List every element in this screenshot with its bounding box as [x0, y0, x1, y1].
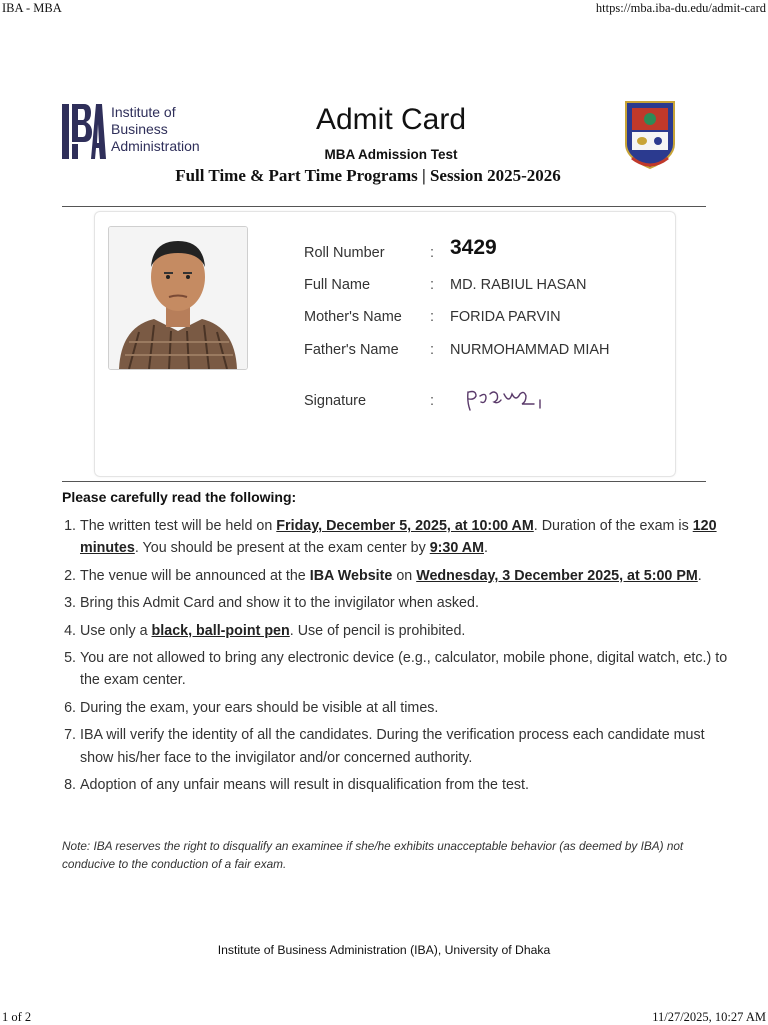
print-page-number: 1 of 2 [2, 1010, 32, 1024]
list-item: 3. Bring this Admit Card and show it to the invigilator when asked. [80, 592, 732, 614]
list-item: 4. Use only a black, ball-point pen. Use of pencil is prohibited. [80, 620, 732, 642]
full-name-colon: : [430, 277, 435, 293]
candidate-photo [108, 226, 248, 370]
father-name-value: NURMOHAMMAD MIAH [450, 342, 610, 358]
exam-datetime: Friday, December 5, 2025, at 10:00 AM [276, 518, 534, 534]
page-title: Admit Card [315, 103, 467, 136]
print-header-url: https://mba.iba-du.edu/admit-card [595, 1, 766, 15]
list-item: 2. The venue will be announced at the IBA Website on Wednesday, 3 December 2025, at 5:00 PM. [80, 565, 732, 587]
instructions-heading: Please carefully read the following: [62, 489, 297, 505]
venue-announcement-date: Wednesday, 3 December 2025, at 5:00 PM [416, 567, 698, 584]
list-item: 6. During the exam, your ears should be visible at all times. [80, 697, 732, 719]
page-subtitle: MBA Admission Test [324, 147, 458, 162]
signature-colon: : [430, 393, 435, 409]
signature-label: Signature [304, 393, 367, 409]
mother-name-value: FORIDA PARVIN [450, 309, 561, 325]
instructions-list [62, 515, 732, 801]
logo-line-1: Institute of [111, 104, 176, 120]
candidate-photo-icon [109, 227, 247, 369]
print-timestamp: 11/27/2025, 10:27 AM [652, 1010, 766, 1024]
mother-name-colon: : [430, 309, 435, 325]
exam-duration: 120 minutes [80, 518, 717, 557]
list-item: 8. Adoption of any unfair means will result in disqualification from the test. [80, 774, 732, 796]
signature-image [464, 386, 544, 414]
list-item: 5. You are not allowed to bring any electronic device (e.g., calculator, mobile phone, digital watch, etc.) to the exam center. [80, 647, 732, 692]
print-header-title: IBA - MBA [2, 1, 62, 15]
university-seal-icon [622, 100, 678, 172]
father-name-label: Father's Name [304, 342, 399, 358]
list-item: 1. The written test will be held on Friday, December 5, 2025, at 10:00 AM. Duration of the exam is 120 minutes. You should be present at the exam center by 9:30 AM. [80, 515, 732, 560]
roll-number-label: Roll Number [304, 245, 385, 261]
card-divider [62, 481, 706, 482]
header-divider [62, 206, 706, 207]
disqualification-note: Note: IBA reserves the right to disqualify an examinee if she/he exhibits unacceptable behavior (as deemed by IBA) not conducive to the conduction of a fair exam. [62, 839, 684, 871]
programs-session: Full Time & Part Time Programs | Session 2025-2026 [175, 166, 561, 185]
roll-number-colon: : [430, 245, 435, 261]
page-footer: Institute of Business Administration (IBA), University of Dhaka [217, 943, 551, 957]
pen-requirement: black, ball-point pen [151, 622, 290, 639]
logo-line-3: Administration [111, 138, 200, 154]
full-name-label: Full Name [304, 277, 371, 293]
full-name-value: MD. RABIUL HASAN [450, 277, 587, 293]
roll-number-value: 3429 [450, 236, 497, 259]
father-name-colon: : [430, 342, 435, 358]
report-time: 9:30 AM [429, 540, 484, 557]
iba-website-text: IBA Website [309, 567, 393, 584]
list-item: 7. IBA will verify the identity of all the candidates. During the verification process each candidate must show his/her face to the invigilator and/or concerned authority. [80, 724, 732, 769]
logo-line-2: Business [111, 121, 168, 137]
mother-name-label: Mother's Name [304, 309, 402, 325]
